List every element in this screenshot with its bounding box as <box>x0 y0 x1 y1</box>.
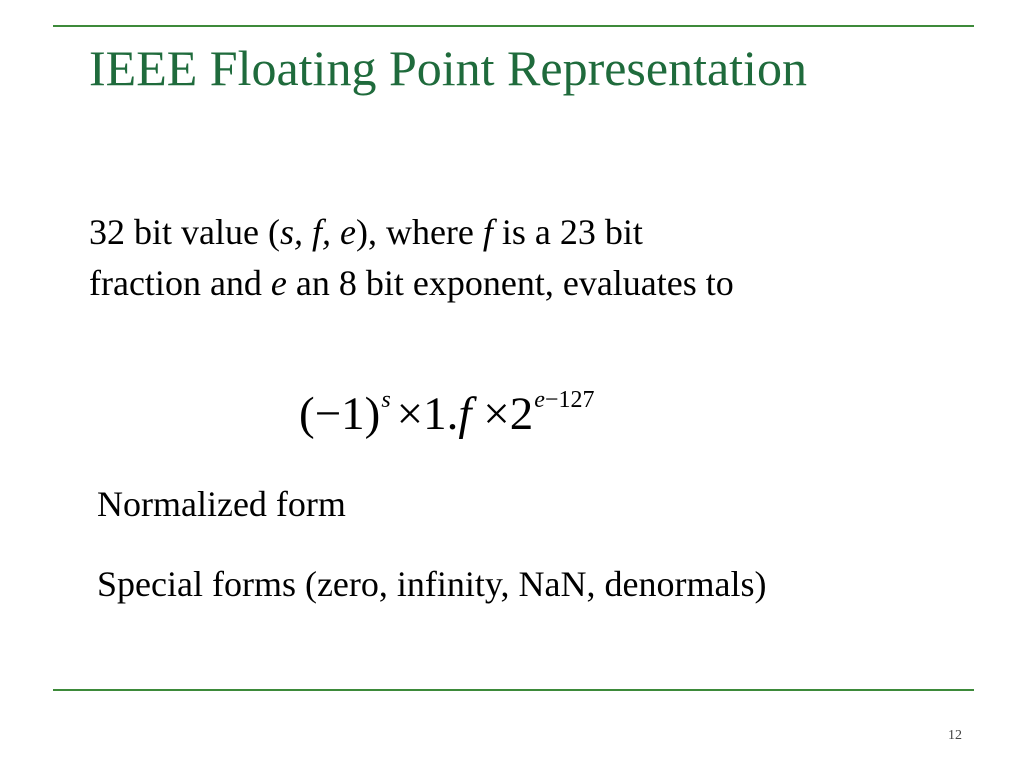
intro-text: ), where <box>355 212 483 252</box>
formula-exponent-bias: −127 <box>544 387 595 413</box>
formula-fraction: f <box>458 388 472 440</box>
intro-text: an 8 bit exponent, evaluates to <box>286 263 734 303</box>
slide-title: IEEE Floating Point Representation <box>89 40 807 96</box>
bullet-special-forms: Special forms (zero, infinity, NaN, denormals) <box>97 564 767 604</box>
page-number: 12 <box>948 728 962 743</box>
variable-f: f <box>482 212 493 252</box>
variable-s: s, <box>279 212 303 252</box>
formula-sign-term: (−1) <box>299 388 381 440</box>
intro-text: is a 23 bit <box>492 212 643 252</box>
bullet-normalized: Normalized form <box>97 484 346 524</box>
intro-space <box>303 212 312 252</box>
formula-exponent-e: e <box>534 387 545 413</box>
formula-base-two: ×2 <box>471 388 534 440</box>
intro-space <box>331 212 340 252</box>
intro-paragraph <box>89 207 949 309</box>
intro-line-1 <box>89 207 949 258</box>
variable-e: e <box>270 263 287 303</box>
intro-text: fraction and <box>89 263 271 303</box>
formula-mantissa-prefix: ×1. <box>396 388 459 440</box>
formula-exponent <box>534 387 594 413</box>
variable-f: f, <box>311 212 331 252</box>
bottom-divider <box>53 689 974 691</box>
intro-line-2 <box>89 258 949 309</box>
float-formula <box>299 384 594 452</box>
variable-e: e <box>339 212 356 252</box>
formula-sign-exponent: s <box>381 387 391 413</box>
top-divider <box>53 25 974 27</box>
intro-text: 32 bit value ( <box>89 212 280 252</box>
